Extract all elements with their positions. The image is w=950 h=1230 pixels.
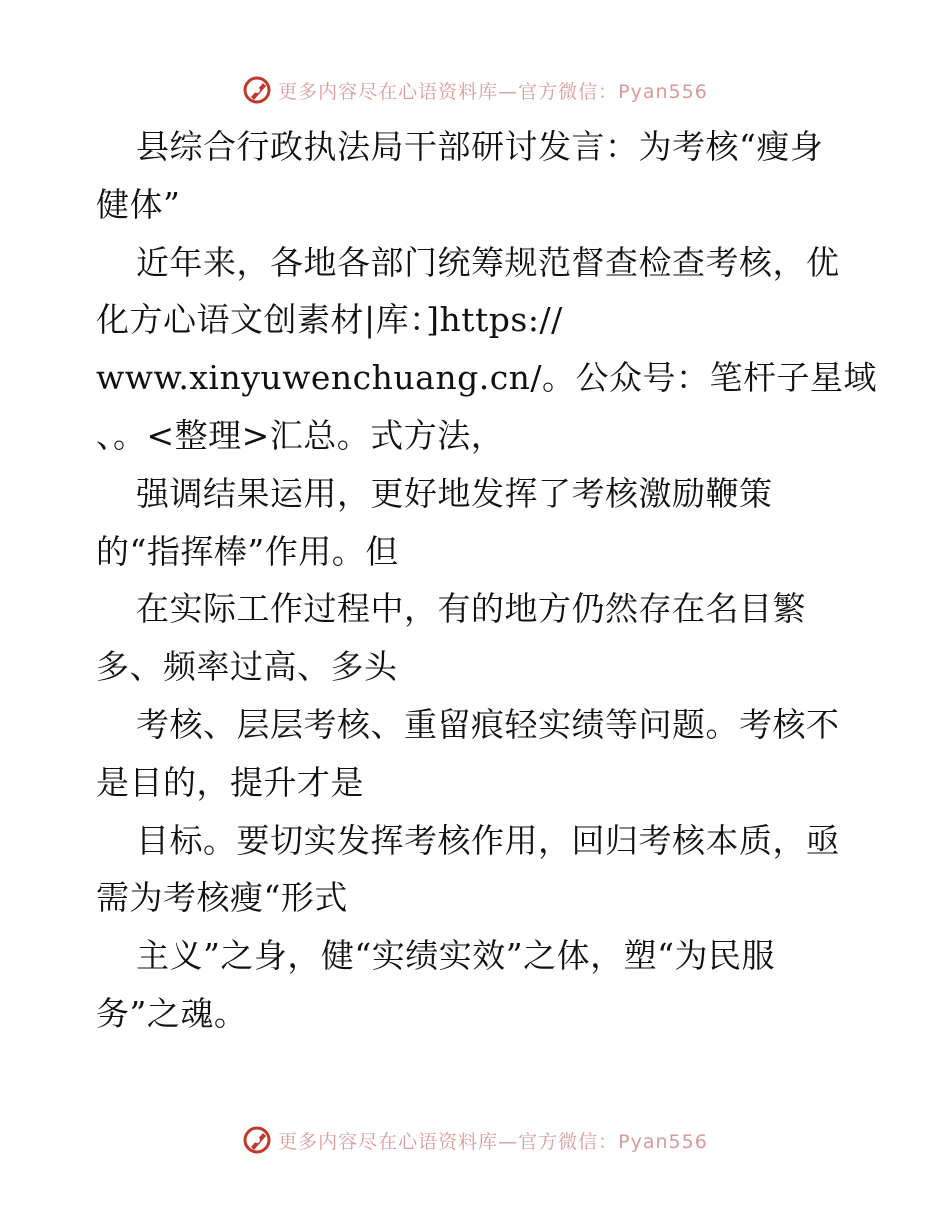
- text-line: 在实际工作过程中，有的地方仍然存在名目繁: [136, 589, 806, 629]
- header-watermark: [0, 70, 950, 110]
- text-line: 健体”: [96, 184, 181, 224]
- text-line: 务”之魂。: [96, 993, 248, 1033]
- text-line: www.xinyuwenchuang.cn/。公众号：笔杆子星域: [96, 358, 878, 398]
- text-line: 是目的，提升才是: [96, 762, 364, 802]
- text-line: 多、频率过高、多头: [96, 647, 398, 687]
- text-line: 强调结果运用，更好地发挥了考核激励鞭策: [136, 473, 773, 513]
- watermark-text: 更多内容尽在心语资料库—官方微信：Pyan556: [278, 80, 708, 103]
- footer-watermark: [0, 1120, 950, 1160]
- text-line: 考核、层层考核、重留痕轻实绩等问题。考核不: [136, 704, 840, 744]
- text-line: 县综合行政执法局干部研讨发言：为考核“瘦身: [136, 127, 824, 166]
- watermark-text: 更多内容尽在心语资料库—官方微信：Pyan556: [278, 1130, 708, 1153]
- text-line: 目标。要切实发挥考核作用，回归考核本质，亟: [136, 820, 840, 860]
- text-line: 的“指挥棒”作用。但: [96, 531, 399, 571]
- text-line: 需为考核瘦“形式: [96, 878, 348, 918]
- text-line: 化方心语文创素材|库：]https://: [96, 300, 563, 340]
- pen-circle-logo-icon: [242, 75, 272, 105]
- pen-circle-logo-icon: [242, 1125, 272, 1155]
- document-body: [96, 118, 878, 1043]
- text-line: 、。<整理>汇总。式方法，: [96, 415, 505, 455]
- text-line: 近年来，各地各部门统筹规范督查检查考核，优: [136, 242, 840, 282]
- text-line: 主义”之身，健“实绩实效”之体，塑“为民服: [136, 936, 775, 976]
